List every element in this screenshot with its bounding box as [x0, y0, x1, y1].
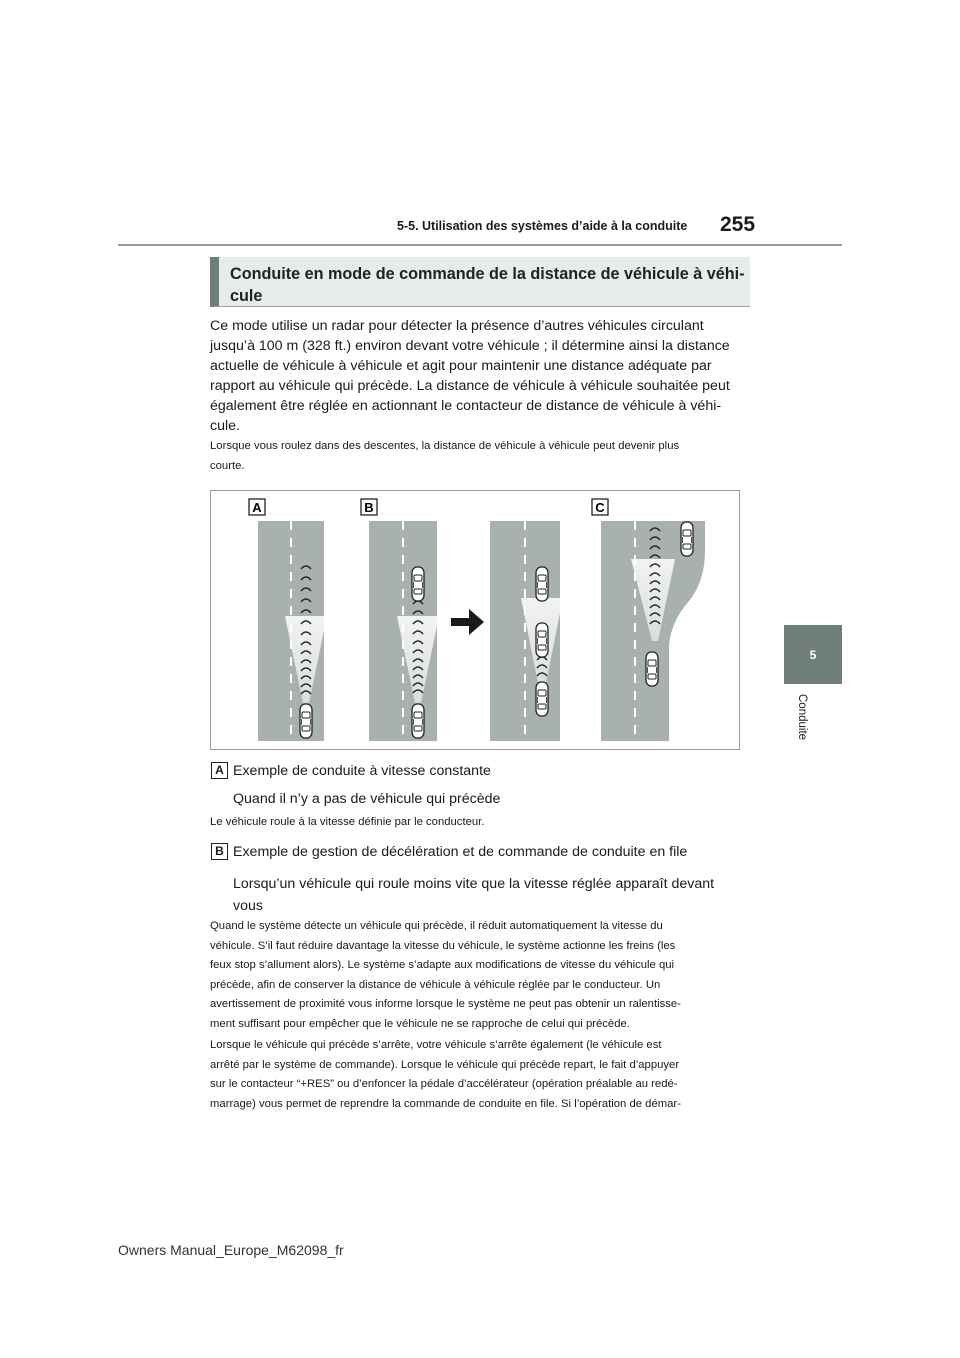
- own-car-b2: [536, 623, 548, 657]
- item-b-subtitle-line: vous: [233, 898, 263, 914]
- section-title-box: [210, 257, 750, 307]
- note-line: Lorsque vous roulez dans des descentes, la distance de véhicule à véhicule peut devenir plus: [210, 440, 680, 452]
- paragraph-line: Lorsque le véhicule qui précède s’arrête, votre véhicule s’arrête également (le véhicule est: [210, 1039, 662, 1051]
- intro-line: Ce mode utilise un radar pour détecter la présence d’autres véhicules circulant: [210, 318, 704, 334]
- own-car-b1: [412, 704, 424, 738]
- diagram-label-b: [361, 499, 377, 515]
- item-b-paragraph-2: [210, 1036, 750, 1114]
- paragraph-line: arrêté par le système de commande). Lorsque le véhicule qui précède repart, le fait d’appuyer: [210, 1058, 680, 1071]
- note-paragraph: [210, 437, 750, 476]
- paragraph-line: avertissement de proximité vous informe lorsque le système ne peut pas obtenir un ralentisse-: [210, 998, 681, 1010]
- item-b-title: Exemple de gestion de décélération et de commande de conduite en file: [233, 844, 688, 860]
- paragraph-line: sur le contacteur “+RES” ou d’enfoncer la pédale d’accélérateur (opération préalable au redé-: [210, 1078, 678, 1090]
- diagram-illustration: [211, 491, 741, 751]
- footer-manual-id: Owners Manual_Europe_M62098_fr: [118, 1242, 344, 1258]
- intro-line: rapport au véhicule qui précède. La distance de véhicule à véhicule souhaitée peut: [210, 378, 730, 394]
- own-car-c: [646, 652, 658, 686]
- page-number: 255: [720, 213, 756, 236]
- paragraph-line: feux stop s’allument alors). Le système s’adapte aux modifications de vitesse du véhicule qui: [210, 959, 675, 971]
- leading-car-b1: [412, 567, 424, 601]
- transition-arrow: [451, 609, 484, 635]
- note-line: courte.: [210, 459, 245, 472]
- diagram-label-c: [592, 499, 608, 515]
- paragraph-line: marrage) vous permet de reprendre la commande de conduite en file. Si l’opération de démar-: [210, 1097, 681, 1110]
- intro-line: jusqu’à 100 m (328 ft.) environ devant votre véhicule ; il détermine ainsi la distance: [210, 338, 730, 354]
- paragraph-line: Quand le système détecte un véhicule qui précède, il réduit automatiquement la vitesse du: [210, 920, 663, 932]
- intro-line: également être réglée en actionnant le contacteur de distance de véhicule à véhi-: [210, 398, 722, 414]
- intro-line: cule.: [210, 418, 240, 434]
- header-rule: [118, 244, 842, 246]
- item-a-note: Le véhicule roule à la vitesse définie par le conducteur.: [210, 816, 485, 828]
- leading-car-b2: [536, 567, 548, 601]
- svg-text:A: A: [252, 500, 262, 515]
- chapter-tab: 5: [784, 625, 842, 684]
- following-car-b2: [536, 682, 548, 716]
- item-b-subtitle: [233, 873, 714, 917]
- item-a-tag: A: [211, 762, 228, 779]
- section-header: 5-5. Utilisation des systèmes d’aide à la conduite: [397, 219, 688, 233]
- svg-text:C: C: [595, 500, 605, 515]
- svg-text:B: B: [364, 500, 374, 515]
- section-title: Conduite en mode de commande de la distance de véhicule à véhi-cule: [230, 265, 745, 305]
- intro-line: actuelle de véhicule à véhicule et agit pour maintenir une distance adéquate par: [210, 358, 712, 374]
- own-car-a: [300, 704, 312, 738]
- paragraph-line: ment suffisant pour empêcher que le véhicule ne se rapproche de celui qui précède.: [210, 1017, 630, 1030]
- item-a-title: Exemple de conduite à vitesse constante: [233, 763, 491, 779]
- acc-diagram: [210, 490, 740, 750]
- leading-car-c: [681, 522, 693, 556]
- diagram-label-a: [249, 499, 265, 515]
- intro-paragraph: [210, 316, 745, 436]
- item-a-subtitle: Quand il n’y a pas de véhicule qui précède: [233, 791, 501, 807]
- chapter-label: Conduite: [796, 694, 808, 741]
- item-b-paragraph-1: [210, 917, 750, 1034]
- item-b-tag: B: [211, 843, 228, 860]
- paragraph-line: véhicule. S’il faut réduire davantage la vitesse du véhicule, le système actionne les freins (les: [210, 939, 676, 952]
- paragraph-line: précède, afin de conserver la distance de véhicule à véhicule réglée par le conducteur. Un: [210, 978, 661, 991]
- item-b-subtitle-line: Lorsqu’un véhicule qui roule moins vite que la vitesse réglée apparaît devant: [233, 876, 715, 892]
